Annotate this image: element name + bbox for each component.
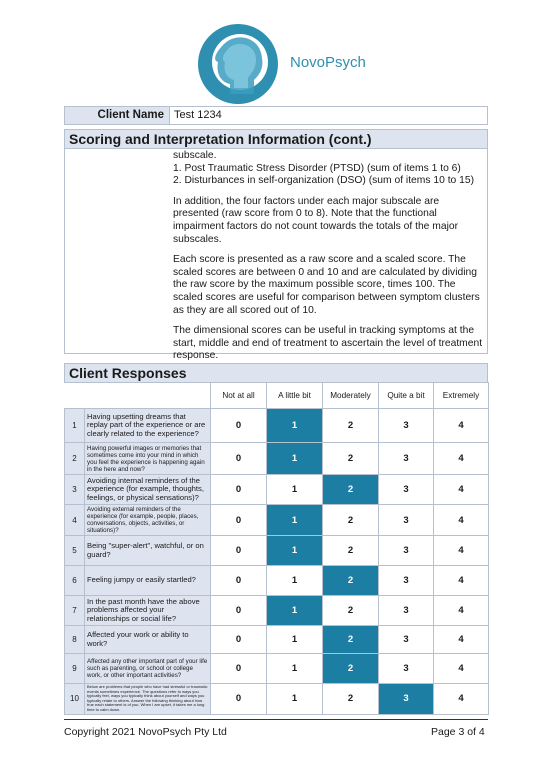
response-row [65, 684, 489, 715]
score-cell: 3 [379, 626, 434, 654]
score-cell: 1 [267, 475, 323, 505]
scoring-paragraph: The dimensional scores can be useful in tracking symptoms at the start, middle and end of treatment to ascertain the level of treatment response. [173, 325, 483, 362]
response-row [65, 536, 489, 566]
footer-divider [64, 719, 488, 720]
score-cell: 1 [267, 684, 323, 715]
item-number: 7 [65, 596, 85, 626]
item-number: 5 [65, 536, 85, 566]
client-name-row [64, 106, 488, 125]
footer-copyright: Copyright 2021 NovoPsych Pty Ltd [64, 726, 227, 738]
item-question: Being "super-alert", watchful, or on guard? [85, 536, 211, 566]
header-quite-a-bit: Quite a bit [379, 383, 434, 409]
score-cell: 0 [211, 684, 267, 715]
response-row [65, 475, 489, 505]
score-cell: 4 [434, 409, 489, 443]
response-row [65, 409, 489, 443]
brand-name: NovoPsych [290, 54, 366, 71]
score-cell: 0 [211, 536, 267, 566]
response-row [65, 443, 489, 475]
scoring-text [173, 150, 485, 371]
score-cell: 4 [434, 626, 489, 654]
score-cell: 2 [323, 409, 379, 443]
item-question: Having upsetting dreams that replay part of the experience or are clearly related to the experience? [85, 409, 211, 443]
score-cell: 4 [434, 566, 489, 596]
item-question: In the past month have the above problems affected your relationships or social life? [85, 596, 211, 626]
score-cell: 3 [379, 654, 434, 684]
score-cell: 0 [211, 443, 267, 475]
response-row [65, 596, 489, 626]
item-number: 1 [65, 409, 85, 443]
item-question: Having powerful images or memories that sometimes come into your mind in which you feel the experience is happening again in the here and now? [85, 443, 211, 475]
scoring-paragraph: In addition, the four factors under each major subscale are presented (raw score from 0 to 8). Note that the functional impairment factors do not count towards the totals of the major subscales. [173, 195, 459, 245]
score-cell: 4 [434, 443, 489, 475]
selected-score-cell: 1 [267, 536, 323, 566]
response-row [65, 626, 489, 654]
item-number: 4 [65, 505, 85, 536]
score-cell: 4 [434, 505, 489, 536]
item-question: Affected your work or ability to work? [85, 626, 211, 654]
score-cell: 3 [379, 596, 434, 626]
responses-section-title: Client Responses [64, 363, 488, 383]
header-spacer [65, 383, 85, 409]
selected-score-cell: 3 [379, 684, 434, 715]
header-a-little-bit: A little bit [267, 383, 323, 409]
score-cell: 2 [323, 596, 379, 626]
score-cell: 3 [379, 505, 434, 536]
item-question: Feeling jumpy or easily startled? [85, 566, 211, 596]
selected-score-cell: 2 [323, 626, 379, 654]
scoring-paragraph: 1. Post Traumatic Stress Disorder (PTSD) (sum of items 1 to 6) [173, 162, 461, 174]
item-question: Below are problems that people who have had stressful or traumatic events sometimes experience. The questions refer to ways you typically feel, ways you typically think about yourself and ways you typically relate to others. Answer the following thinking about how true each statement is of you. When I am upset, it takes me a long time to calm down. [85, 684, 211, 715]
score-cell: 2 [323, 505, 379, 536]
header-extremely: Extremely [434, 383, 489, 409]
head-profile-logo [196, 22, 280, 106]
score-cell: 2 [323, 536, 379, 566]
score-cell: 3 [379, 409, 434, 443]
scoring-section-title: Scoring and Interpretation Information (cont.) [64, 129, 488, 149]
scoring-paragraph: Each score is presented as a raw score and a scaled score. The scaled scores are between 0 and 10 and are calculated by dividing the raw score by the maximum possible score, times 100. The scaled scores are useful for comparison between symptom clusters as they are all scored out of 10. [173, 254, 480, 316]
item-question: Affected any other important part of your life such as parenting, or school or college work, or other important activities? [85, 654, 211, 684]
client-name-label: Client Name [65, 107, 170, 124]
header-spacer [85, 383, 211, 409]
score-cell: 1 [267, 626, 323, 654]
item-number: 9 [65, 654, 85, 684]
score-cell: 4 [434, 684, 489, 715]
responses-table [64, 382, 489, 715]
responses-header-row [65, 383, 489, 409]
item-number: 8 [65, 626, 85, 654]
score-cell: 4 [434, 654, 489, 684]
selected-score-cell: 2 [323, 566, 379, 596]
item-number: 10 [65, 684, 85, 715]
score-cell: 4 [434, 536, 489, 566]
score-cell: 1 [267, 654, 323, 684]
selected-score-cell: 1 [267, 596, 323, 626]
scoring-paragraph: 2. Disturbances in self-organization (DSO) (sum of items 10 to 15) [173, 175, 475, 187]
header-not-at-all: Not at all [211, 383, 267, 409]
selected-score-cell: 1 [267, 443, 323, 475]
score-cell: 0 [211, 566, 267, 596]
selected-score-cell: 1 [267, 505, 323, 536]
item-number: 3 [65, 475, 85, 505]
item-number: 2 [65, 443, 85, 475]
score-cell: 1 [267, 566, 323, 596]
score-cell: 3 [379, 443, 434, 475]
item-question: Avoiding internal reminders of the experience (for example, thoughts, feelings, or physical sensations)? [85, 475, 211, 505]
score-cell: 2 [323, 443, 379, 475]
response-row [65, 505, 489, 536]
score-cell: 0 [211, 596, 267, 626]
scoring-paragraph: subscale. [173, 150, 217, 161]
selected-score-cell: 1 [267, 409, 323, 443]
footer-page-number: Page 3 of 4 [431, 726, 485, 738]
score-cell: 0 [211, 505, 267, 536]
score-cell: 3 [379, 536, 434, 566]
score-cell: 0 [211, 626, 267, 654]
score-cell: 0 [211, 654, 267, 684]
score-cell: 4 [434, 596, 489, 626]
score-cell: 0 [211, 475, 267, 505]
selected-score-cell: 2 [323, 654, 379, 684]
response-row [65, 654, 489, 684]
selected-score-cell: 2 [323, 475, 379, 505]
item-number: 6 [65, 566, 85, 596]
score-cell: 0 [211, 409, 267, 443]
header-moderately: Moderately [323, 383, 379, 409]
item-question: Avoiding external reminders of the experience (for example, people, places, conversations, objects, activities, or situations)? [85, 505, 211, 536]
score-cell: 4 [434, 475, 489, 505]
score-cell: 3 [379, 475, 434, 505]
client-name-value: Test 1234 [174, 109, 222, 121]
scoring-body [64, 148, 488, 362]
score-cell: 3 [379, 566, 434, 596]
response-row [65, 566, 489, 596]
score-cell: 2 [323, 684, 379, 715]
